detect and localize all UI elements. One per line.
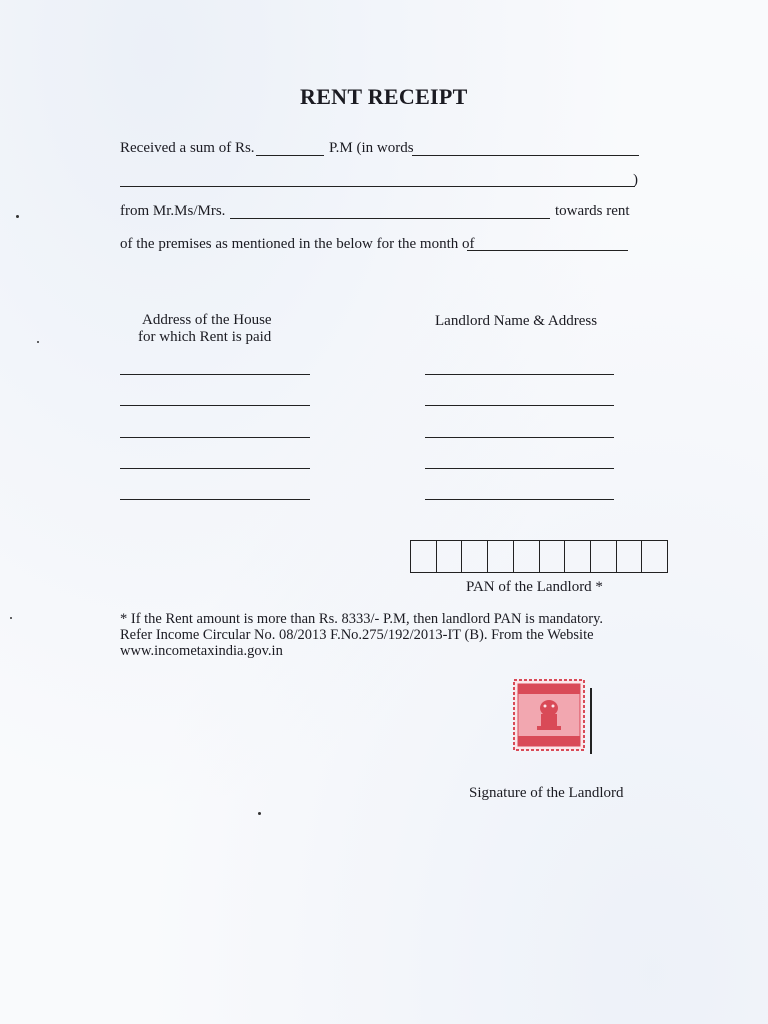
tenant-name-field[interactable]	[230, 218, 550, 219]
pan-cell[interactable]	[642, 541, 667, 572]
pan-cell[interactable]	[462, 541, 488, 572]
revenue-stamp-icon	[512, 678, 586, 752]
landlord-heading: Landlord Name & Address	[435, 313, 598, 329]
amount-words-field[interactable]	[412, 155, 639, 156]
rent-month-field[interactable]	[467, 250, 628, 251]
house-address-heading-2: for which Rent is paid	[138, 329, 272, 345]
page-title: RENT RECEIPT	[300, 84, 468, 109]
pan-cell[interactable]	[514, 541, 540, 572]
scan-speck	[10, 617, 12, 619]
pan-cell[interactable]	[617, 541, 643, 572]
pan-cell[interactable]	[411, 541, 437, 572]
scan-speck	[16, 215, 19, 218]
landlord-address-line[interactable]	[425, 468, 614, 469]
pan-note-line-2: Refer Income Circular No. 08/2013 F.No.275/192/2013-IT (B). From the Website	[120, 627, 594, 643]
scan-speck	[37, 341, 39, 343]
pan-cell[interactable]	[437, 541, 463, 572]
house-address-heading-1: Address of the House	[142, 312, 272, 328]
landlord-address-line[interactable]	[425, 499, 614, 500]
pan-note-line-1: * If the Rent amount is more than Rs. 8333/- P.M, then landlord PAN is mandatory.	[120, 611, 604, 627]
amount-words-label: P.M (in words	[329, 140, 414, 156]
scan-speck	[258, 812, 261, 815]
landlord-address-line[interactable]	[425, 437, 614, 438]
pan-label: PAN of the Landlord *	[466, 579, 603, 595]
pan-input-boxes[interactable]	[410, 540, 668, 573]
house-address-line[interactable]	[120, 437, 310, 438]
pan-cell[interactable]	[540, 541, 566, 572]
received-sum-label: Received a sum of Rs.	[120, 140, 255, 156]
pan-cell[interactable]	[591, 541, 617, 572]
landlord-address-line[interactable]	[425, 374, 614, 375]
house-address-line[interactable]	[120, 405, 310, 406]
signature-label: Signature of the Landlord	[469, 785, 624, 801]
close-paren: )	[633, 172, 638, 188]
house-address-line[interactable]	[120, 374, 310, 375]
towards-rent-label: towards rent	[555, 203, 630, 219]
premises-month-label: of the premises as mentioned in the below for the month of	[120, 236, 475, 252]
house-address-line[interactable]	[120, 468, 310, 469]
house-address-line[interactable]	[120, 499, 310, 500]
signature-stroke	[590, 688, 592, 754]
landlord-address-line[interactable]	[425, 405, 614, 406]
amount-words-continued-field[interactable]	[120, 186, 635, 187]
website-link[interactable]: www.incometaxindia.gov.in	[120, 643, 283, 659]
amount-field[interactable]	[256, 155, 324, 156]
tenant-name-label: from Mr.Ms/Mrs.	[120, 203, 226, 219]
pan-cell[interactable]	[488, 541, 514, 572]
pan-cell[interactable]	[565, 541, 591, 572]
